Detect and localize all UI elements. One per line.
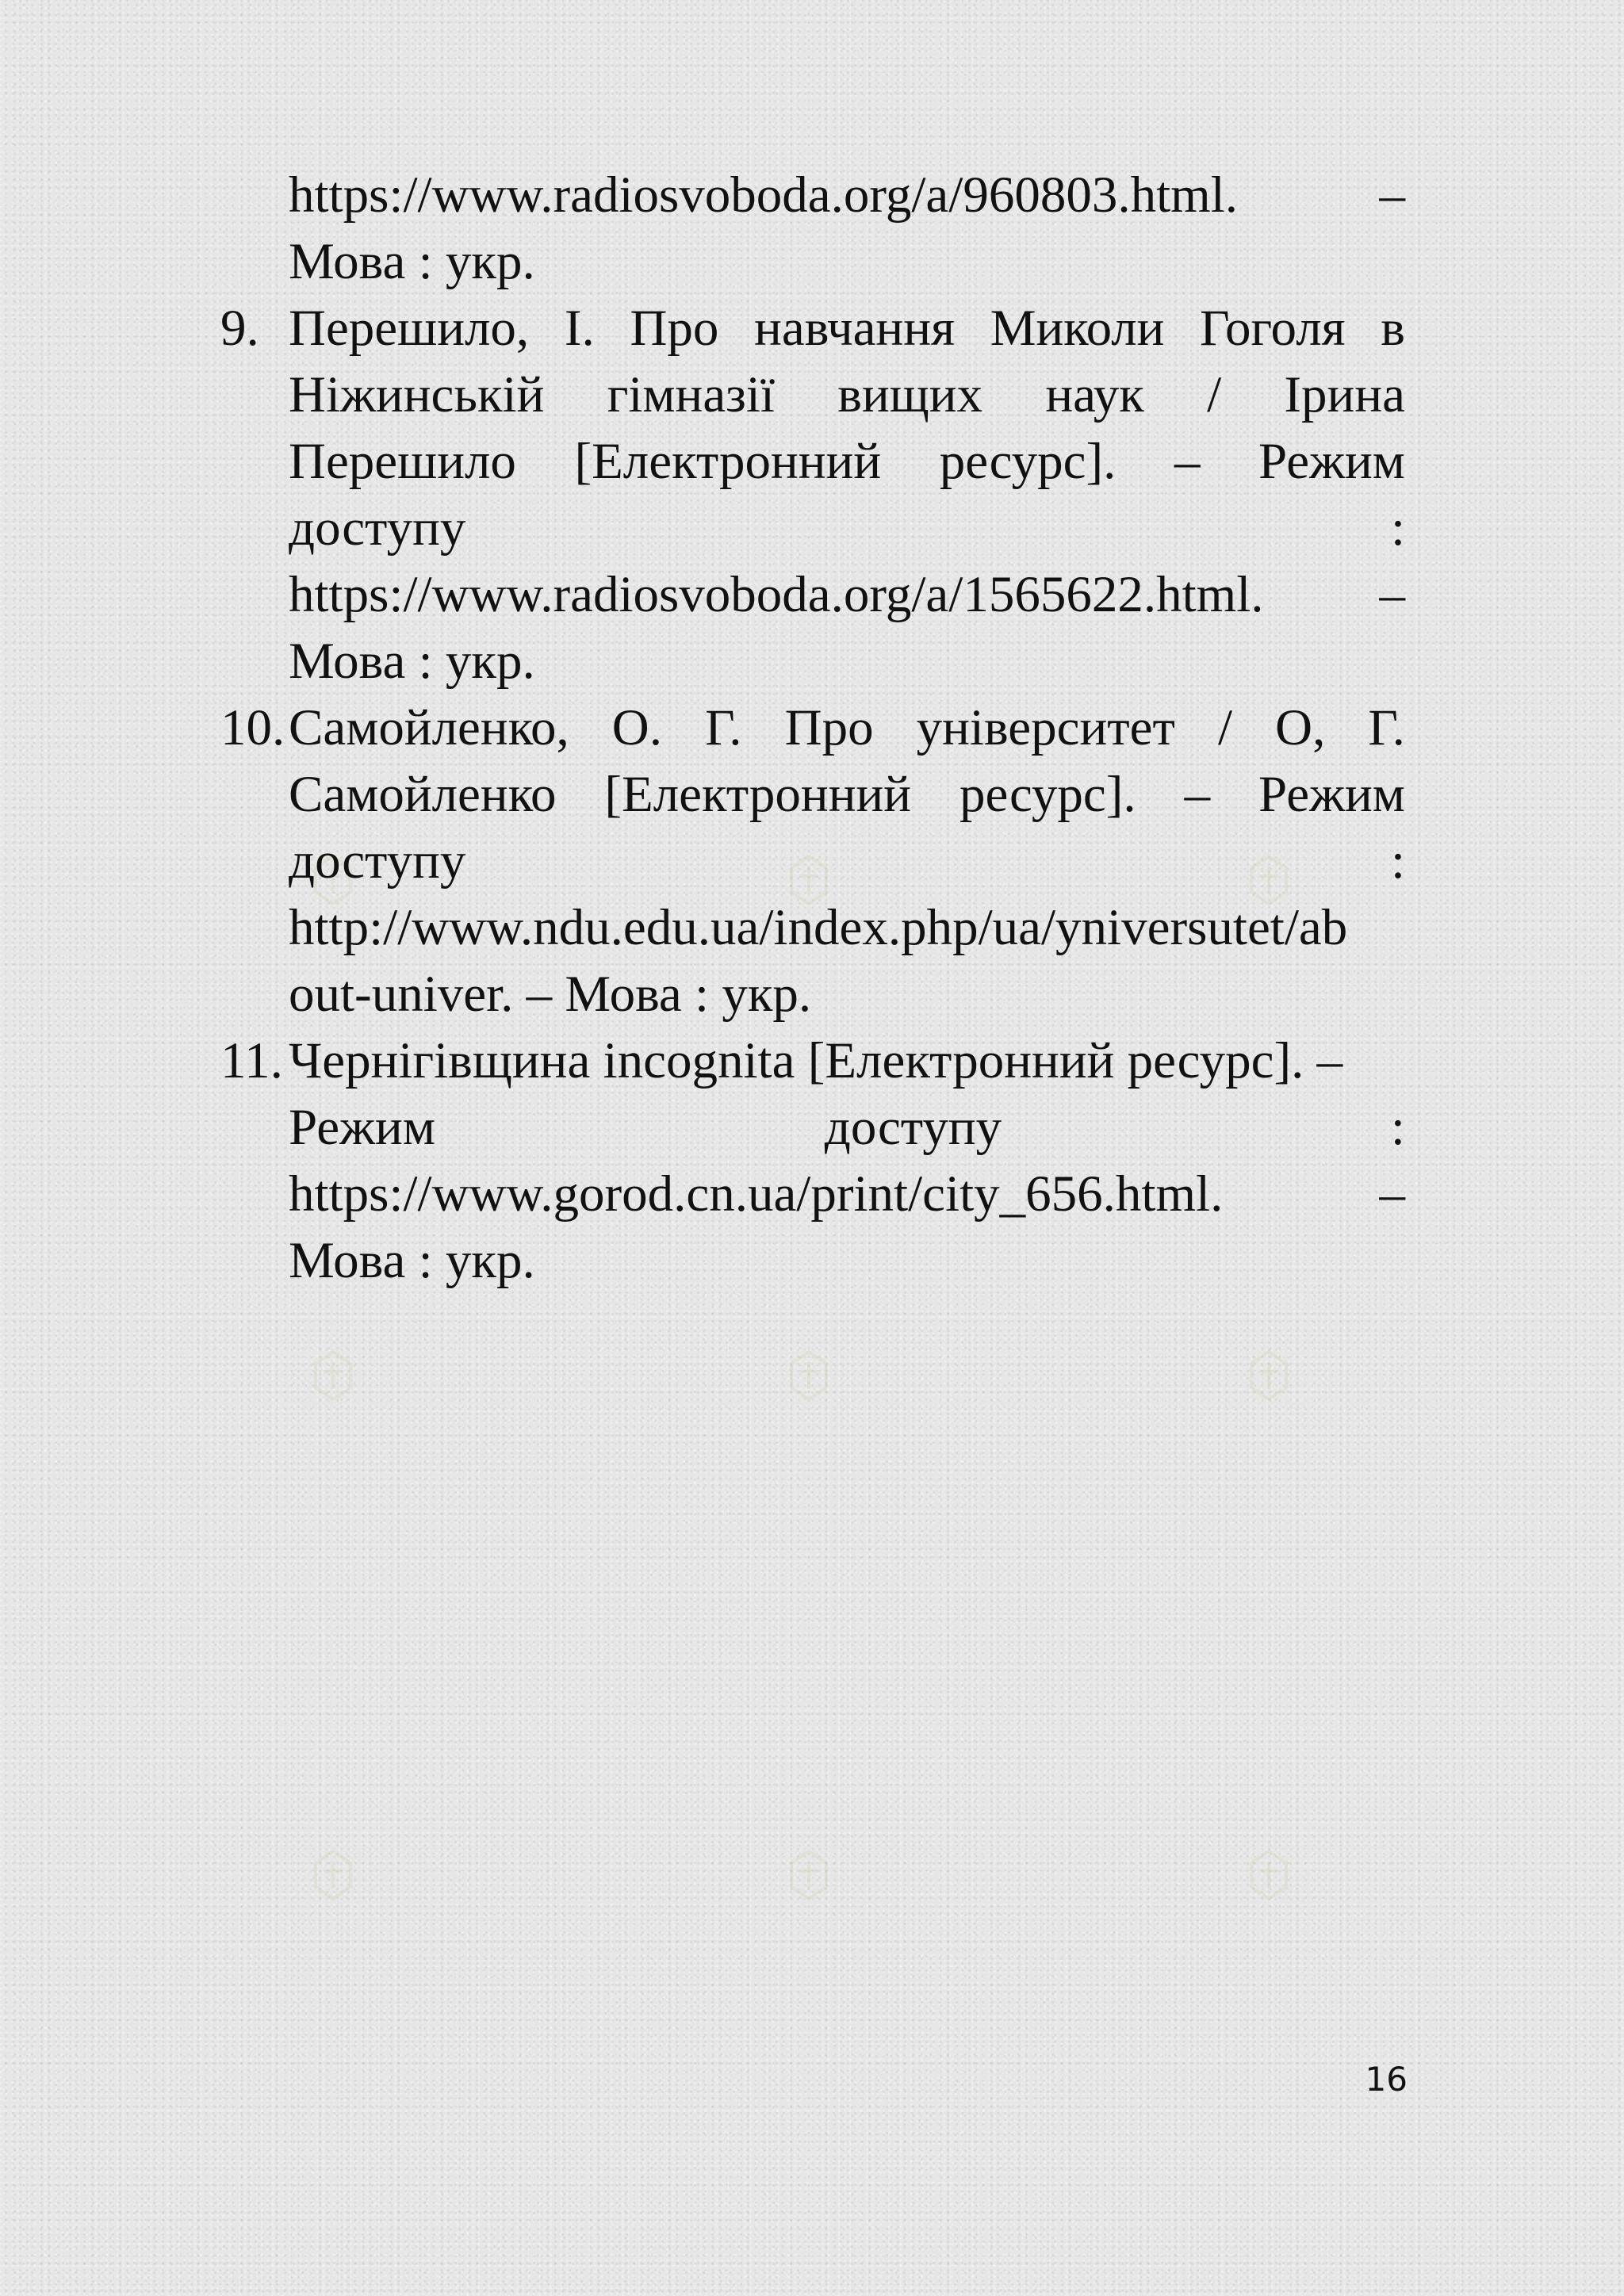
reference-line bbox=[289, 961, 1405, 1027]
reference-dash: – bbox=[1379, 566, 1405, 623]
reference-word: І. bbox=[564, 300, 595, 357]
reference-line bbox=[289, 695, 1405, 761]
reference-url-continuation: out-univer. – Мова : укр. bbox=[289, 966, 812, 1023]
reference-word: університет bbox=[916, 699, 1175, 756]
reference-line bbox=[289, 1161, 1405, 1227]
reference-line bbox=[289, 428, 1405, 495]
reference-dash: – bbox=[1379, 1165, 1405, 1223]
reference-line bbox=[289, 162, 1405, 228]
reference-word: – bbox=[1174, 433, 1201, 490]
reference-language: Мова : укр. bbox=[289, 633, 535, 690]
reference-word: : bbox=[1390, 832, 1405, 890]
reference-word: / bbox=[1218, 699, 1233, 756]
reference-word: Перешило, bbox=[289, 300, 530, 357]
reference-dash: – bbox=[1379, 166, 1405, 224]
reference-word: [Електронний bbox=[574, 433, 882, 490]
reference-word: Ірина bbox=[1284, 366, 1405, 423]
reference-word: ресурс]. bbox=[959, 766, 1136, 823]
reference-word: вищих bbox=[837, 366, 983, 423]
reference-url-link[interactable]: http://www.ndu.edu.ua/index.php/ua/yniversutet/ab bbox=[289, 899, 1348, 956]
reference-word: / bbox=[1207, 366, 1222, 423]
reference-word: Г. bbox=[705, 699, 742, 756]
page-number: 16 bbox=[1365, 2060, 1408, 2099]
reference-line bbox=[289, 628, 1405, 695]
reference-word: навчання bbox=[754, 300, 955, 357]
watermark-emblem-icon bbox=[309, 1847, 357, 1903]
reference-word: О, bbox=[1275, 699, 1326, 756]
reference-line bbox=[289, 295, 1405, 362]
reference-word: Про bbox=[630, 300, 719, 357]
reference-word: Про bbox=[784, 699, 874, 756]
watermark-emblem-icon bbox=[785, 1847, 833, 1903]
reference-line bbox=[289, 761, 1405, 828]
reference-word: доступу bbox=[289, 832, 466, 890]
reference-line bbox=[289, 495, 1405, 561]
reference-word: гімназії bbox=[607, 366, 775, 423]
reference-line bbox=[289, 362, 1405, 428]
reference-title: Чернігівщина incognita [Електронний ресурс]. – bbox=[289, 1032, 1343, 1089]
reference-line bbox=[289, 1027, 1405, 1094]
reference-number: 11. bbox=[220, 1032, 283, 1089]
reference-word: Ніжинській bbox=[289, 366, 545, 423]
reference-word: доступу bbox=[289, 499, 466, 557]
reference-language: Мова : укр. bbox=[289, 1232, 535, 1289]
watermark-emblem-icon bbox=[1245, 1847, 1293, 1903]
watermark-emblem-icon bbox=[1245, 1348, 1293, 1403]
reference-line bbox=[289, 828, 1405, 894]
reference-line bbox=[289, 228, 1405, 295]
reference-word: в bbox=[1381, 300, 1405, 357]
reference-line bbox=[289, 1227, 1405, 1294]
reference-word: доступу bbox=[824, 1099, 1002, 1156]
reference-url-link[interactable]: https://www.radiosvoboda.org/a/1565622.html. bbox=[289, 566, 1264, 623]
reference-word: Режим bbox=[1258, 433, 1405, 490]
reference-line bbox=[289, 1094, 1405, 1161]
reference-line bbox=[289, 561, 1405, 628]
reference-word: Миколи bbox=[990, 300, 1165, 357]
reference-word: Режим bbox=[1258, 766, 1405, 823]
reference-word: наук bbox=[1045, 366, 1144, 423]
reference-word: ресурс]. bbox=[939, 433, 1116, 490]
reference-language: Мова : укр. bbox=[289, 233, 535, 290]
reference-word: : bbox=[1390, 499, 1405, 557]
watermark-emblem-icon bbox=[309, 1348, 357, 1403]
reference-number: 10. bbox=[220, 699, 285, 756]
reference-word: Самойленко bbox=[289, 766, 557, 823]
reference-word: : bbox=[1390, 1099, 1405, 1156]
reference-word: Г. bbox=[1368, 699, 1405, 756]
reference-word: Режим bbox=[289, 1099, 435, 1156]
reference-number: 9. bbox=[220, 300, 259, 357]
reference-line bbox=[289, 894, 1405, 961]
reference-word: – bbox=[1184, 766, 1211, 823]
reference-word: О. bbox=[611, 699, 662, 756]
reference-word: [Електронний bbox=[604, 766, 912, 823]
watermark-emblem-icon bbox=[785, 1348, 833, 1403]
reference-url-link[interactable]: https://www.radiosvoboda.org/a/960803.html. bbox=[289, 166, 1239, 224]
reference-word: Самойленко, bbox=[289, 699, 569, 756]
reference-word: Перешило bbox=[289, 433, 516, 490]
reference-url-link[interactable]: https://www.gorod.cn.ua/print/city_656.html. bbox=[289, 1165, 1224, 1223]
reference-word: Гоголя bbox=[1200, 300, 1346, 357]
